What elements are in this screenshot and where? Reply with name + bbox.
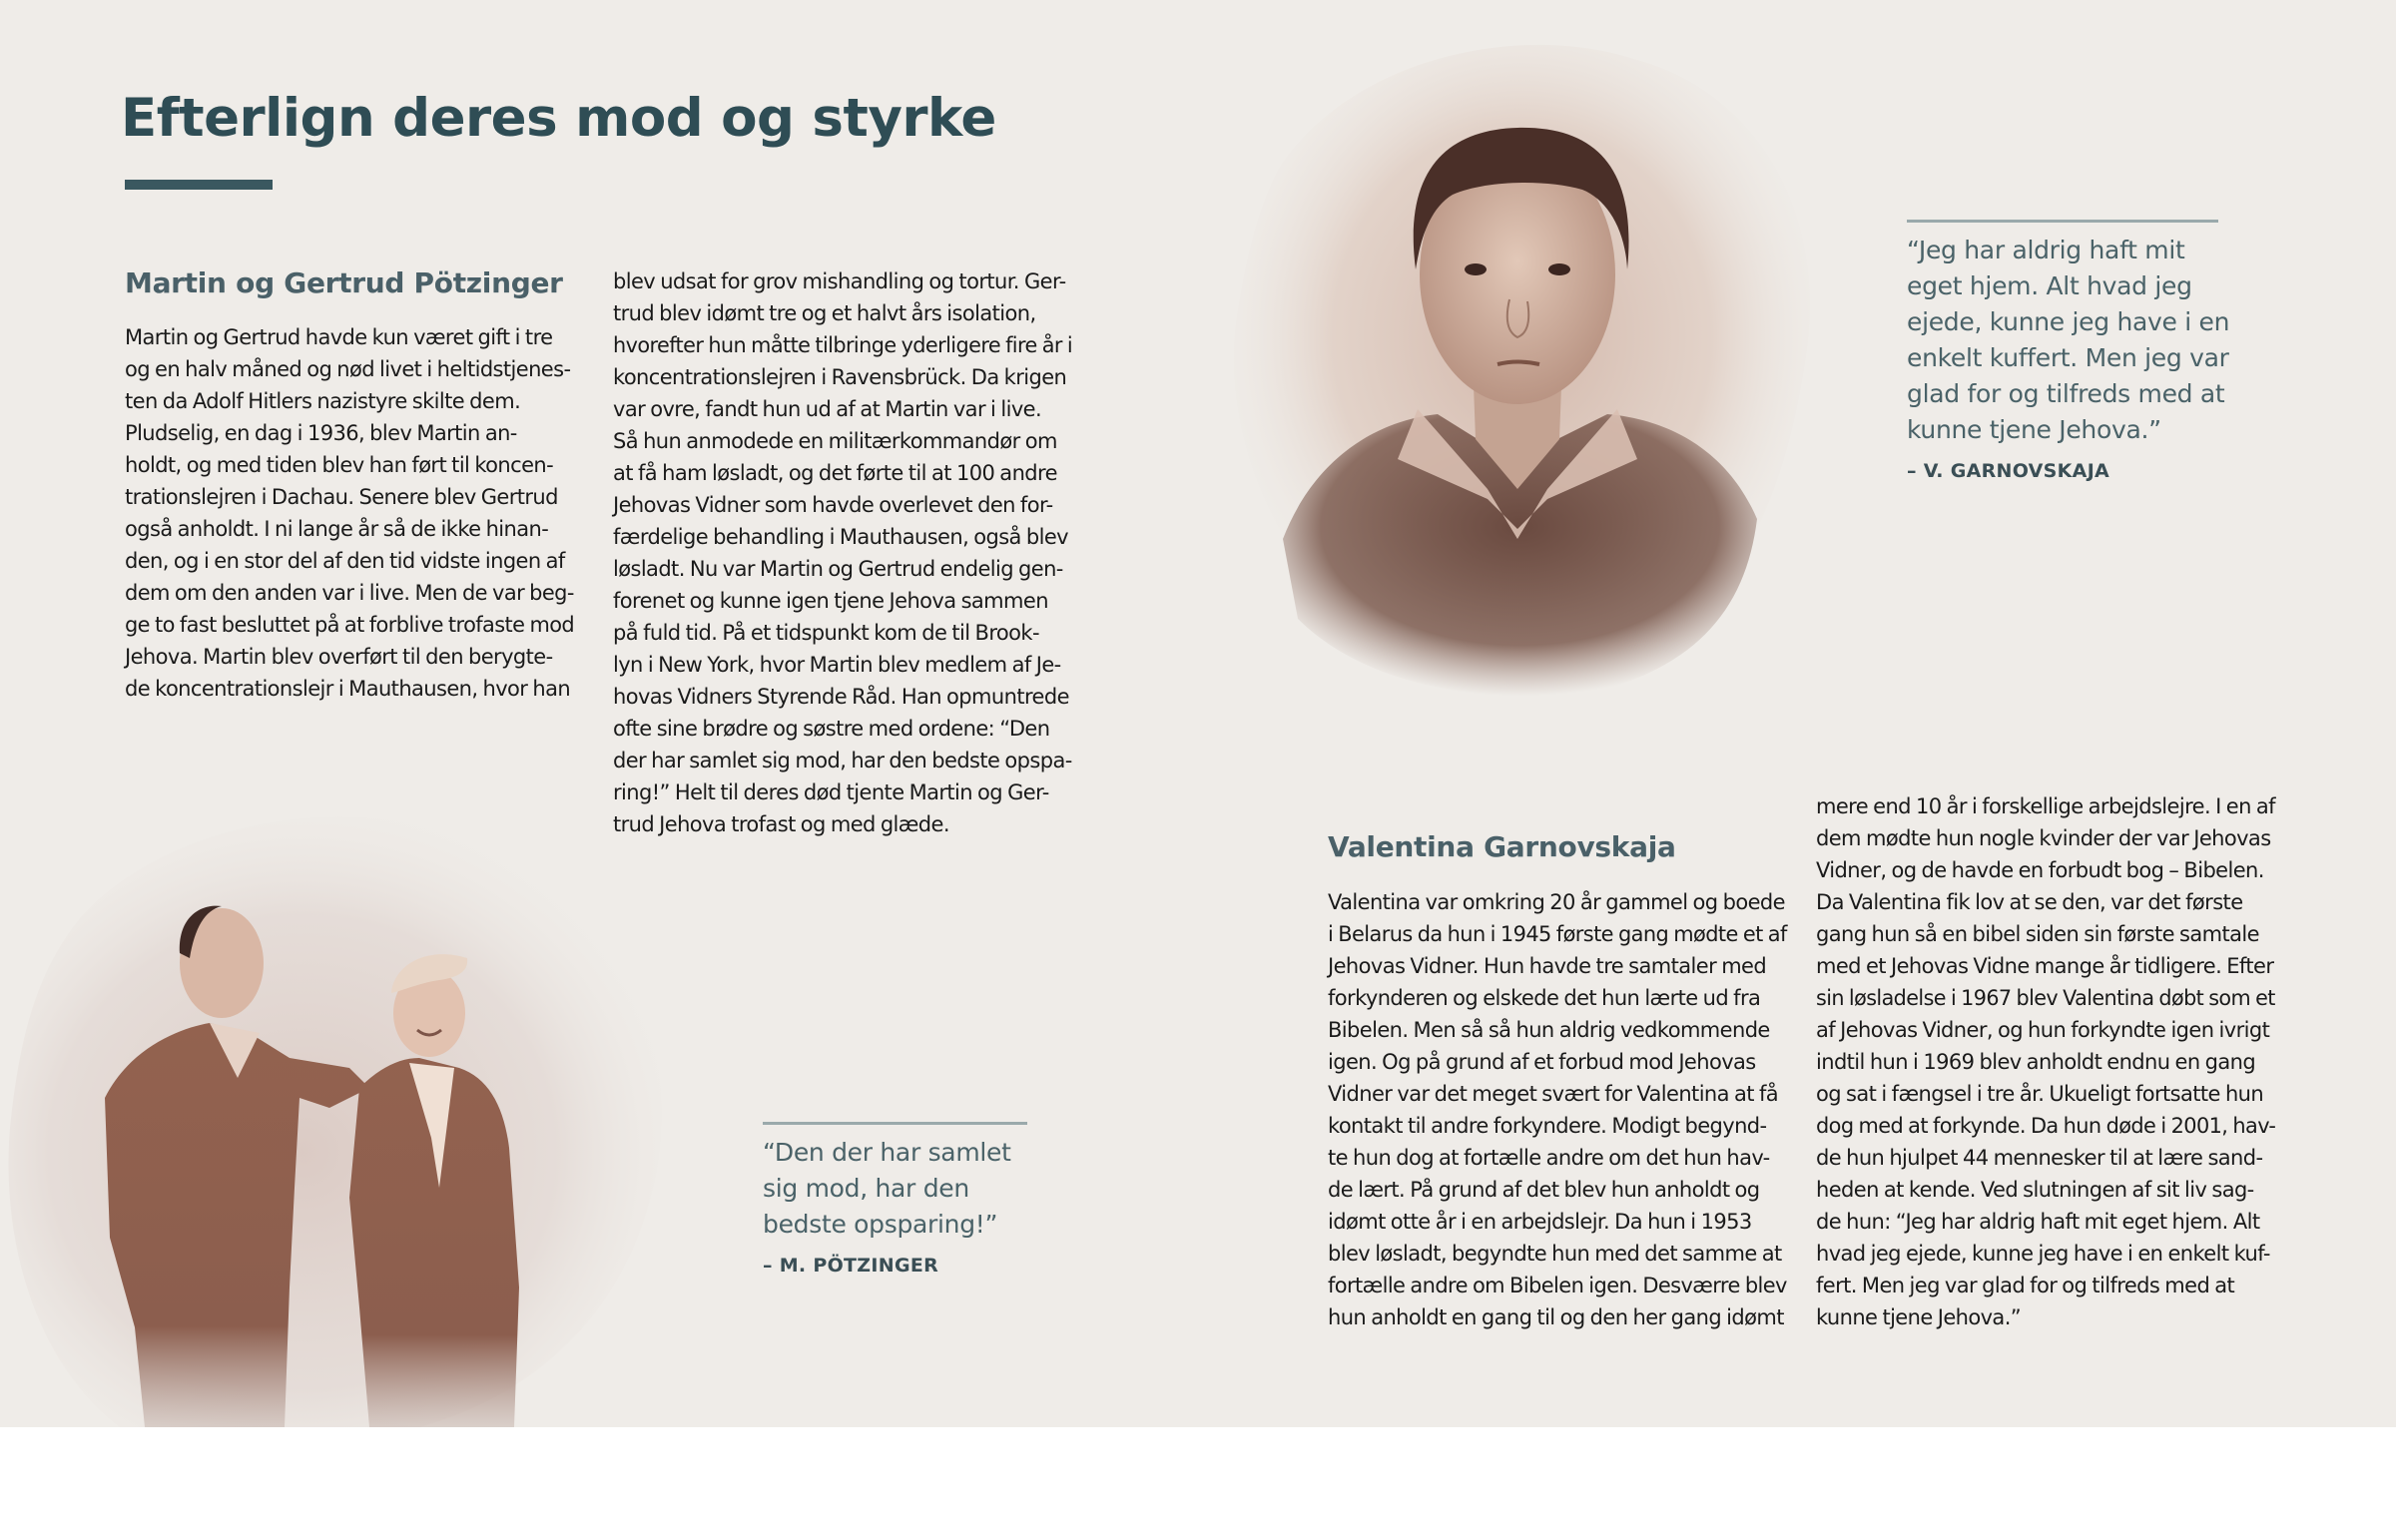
title-accent-bar bbox=[125, 180, 273, 190]
body-line: hun anholdt en gang til og den her gang idømt bbox=[1328, 1305, 1784, 1329]
body-line: på fuld tid. På et tidspunkt kom de til Brook- bbox=[613, 621, 1039, 645]
quote-text bbox=[1907, 233, 2230, 448]
body-line: også anholdt. I ni lange år så de ikke hinan- bbox=[125, 517, 549, 541]
quote-line: glad for og tilfreds med at bbox=[1907, 379, 2225, 408]
garnovskaja-body-col2 bbox=[1816, 790, 2275, 1333]
quote-line: enkelt kuffert. Men jeg var bbox=[1907, 343, 2229, 372]
body-line: ten da Adolf Hitlers nazistyre skilte dem. bbox=[125, 389, 521, 413]
body-line: Så hun anmodede en militærkommandør om bbox=[613, 429, 1057, 453]
potzinger-pull-quote bbox=[763, 1122, 1027, 1277]
body-line: hovas Vidners Styrende Råd. Han opmuntrede bbox=[613, 685, 1069, 709]
body-line: og en halv måned og nød livet i heltidstjenes- bbox=[125, 357, 571, 381]
body-line: igen. Og på grund af et forbud mod Jehovas bbox=[1328, 1050, 1756, 1074]
body-line: idømt otte år i en arbejdslejr. Da hun i 1953 bbox=[1328, 1210, 1752, 1234]
body-line: trationslejren i Dachau. Senere blev Gertrud bbox=[125, 485, 558, 509]
quote-line: “Den der har samlet bbox=[763, 1138, 1011, 1167]
body-line: hvorefter hun måtte tilbringe yderligere fire år i bbox=[613, 333, 1073, 357]
quote-line: ejede, kunne jeg have i en bbox=[1907, 307, 2230, 336]
body-line: ofte sine brødre og søstre med ordene: “Den bbox=[613, 717, 1050, 741]
body-line: de hun hjulpet 44 mennesker til at lære sand- bbox=[1816, 1146, 2263, 1170]
body-line: forkynderen og elskede det hun lærte ud fra bbox=[1328, 986, 1761, 1010]
quote-attribution: – M. PÖTZINGER bbox=[763, 1255, 939, 1277]
body-line: Jehova. Martin blev overført til den berygte- bbox=[125, 645, 553, 669]
body-line: med et Jehovas Vidne mange år tidligere. Efter bbox=[1816, 954, 2274, 978]
body-line: kontakt til andre forkyndere. Modigt begynd- bbox=[1328, 1114, 1767, 1138]
body-line: dem mødte hun nogle kvinder der var Jehovas bbox=[1816, 826, 2271, 850]
quote-line: “Jeg har aldrig haft mit bbox=[1907, 236, 2185, 264]
body-line: mere end 10 år i forskellige arbejdslejre. I en af bbox=[1816, 794, 2275, 818]
body-line: te hun dog at fortælle andre om det hun hav- bbox=[1328, 1146, 1770, 1170]
quote-attribution: – V. GARNOVSKAJA bbox=[1907, 460, 2110, 482]
body-line: fert. Men jeg var glad for og tilfreds med at bbox=[1816, 1274, 2235, 1297]
body-line: den, og i en stor del af den tid vidste ingen af bbox=[125, 549, 565, 573]
body-line: gang hun så en bibel siden sin første samtale bbox=[1816, 922, 2259, 946]
body-line: Valentina var omkring 20 år gammel og boede bbox=[1328, 890, 1785, 914]
potzinger-body-col2 bbox=[613, 265, 1072, 840]
valentina-portrait-image bbox=[1188, 20, 1867, 719]
garnovskaja-heading: Valentina Garnovskaja bbox=[1328, 830, 1676, 863]
garnovskaja-pull-quote bbox=[1907, 220, 2230, 482]
body-line: i Belarus da hun i 1945 første gang mødte et af bbox=[1328, 922, 1787, 946]
body-line: ring!” Helt til deres død tjente Martin og Ger- bbox=[613, 780, 1049, 804]
body-line: blev udsat for grov mishandling og tortur. Ger- bbox=[613, 269, 1066, 293]
quote-line: kunne tjene Jehova.” bbox=[1907, 415, 2161, 444]
quote-rule bbox=[1907, 220, 2218, 223]
body-line: indtil hun i 1969 blev anholdt endnu en gang bbox=[1816, 1050, 2256, 1074]
body-line: koncentrationslejren i Ravensbrück. Da krigen bbox=[613, 365, 1067, 389]
body-line: hvad jeg ejede, kunne jeg have i en enkelt kuf- bbox=[1816, 1242, 2270, 1266]
body-line: dog med at forkynde. Da hun døde i 2001, hav- bbox=[1816, 1114, 2276, 1138]
quote-text bbox=[763, 1135, 1027, 1243]
body-line: og sat i fængsel i tre år. Ukueligt fortsatte hun bbox=[1816, 1082, 2264, 1106]
body-line: dem om den anden var i live. Men de var beg- bbox=[125, 581, 574, 605]
body-line: trud Jehova trofast og med glæde. bbox=[613, 812, 949, 836]
page-title: Efterlign deres mod og styrke bbox=[121, 88, 996, 149]
body-line: ge to fast besluttet på at forblive trofaste mod bbox=[125, 613, 575, 637]
body-line: at få ham løsladt, og det førte til at 100 andre bbox=[613, 461, 1057, 485]
body-line: af Jehovas Vidner, og hun forkyndte igen ivrigt bbox=[1816, 1018, 2270, 1042]
body-line: Vidner, og de havde en forbudt bog – Bibelen. bbox=[1816, 858, 2264, 882]
body-line: de koncentrationslejr i Mauthausen, hvor han bbox=[125, 677, 571, 701]
body-line: Da Valentina fik lov at se den, var det første bbox=[1816, 890, 2243, 914]
body-line: Jehovas Vidner. Hun havde tre samtaler med bbox=[1328, 954, 1767, 978]
potzinger-body-col1 bbox=[125, 321, 574, 705]
body-line: Vidner var det meget svært for Valentina at få bbox=[1328, 1082, 1779, 1106]
potzinger-couple-image bbox=[0, 769, 719, 1427]
body-line: blev løsladt, begyndte hun med det samme at bbox=[1328, 1242, 1782, 1266]
body-line: forenet og kunne igen tjene Jehova sammen bbox=[613, 589, 1048, 613]
quote-line: bedste opsparing!” bbox=[763, 1210, 998, 1239]
quote-line: eget hjem. Alt hvad jeg bbox=[1907, 271, 2192, 300]
body-line: trud blev idømt tre og et halvt års isolation, bbox=[613, 301, 1036, 325]
body-line: var ovre, fandt hun ud af at Martin var i live. bbox=[613, 397, 1042, 421]
body-line: løsladt. Nu var Martin og Gertrud endelig gen- bbox=[613, 557, 1063, 581]
body-line: de hun: “Jeg har aldrig haft mit eget hjem. Alt bbox=[1816, 1210, 2260, 1234]
body-line: fortælle andre om Bibelen igen. Desværre blev bbox=[1328, 1274, 1787, 1297]
quote-rule bbox=[763, 1122, 1027, 1125]
body-line: der har samlet sig mod, har den bedste opspa- bbox=[613, 749, 1072, 772]
body-line: færdelige behandling i Mauthausen, også blev bbox=[613, 525, 1068, 549]
body-line: sin løsladelse i 1967 blev Valentina døbt som et bbox=[1816, 986, 2275, 1010]
body-line: de lært. På grund af det blev hun anholdt og bbox=[1328, 1178, 1760, 1202]
body-line: holdt, og med tiden blev han ført til koncen- bbox=[125, 453, 554, 477]
body-line: Martin og Gertrud havde kun været gift i tre bbox=[125, 325, 553, 349]
quote-line: sig mod, har den bbox=[763, 1174, 969, 1203]
body-line: Pludselig, en dag i 1936, blev Martin an- bbox=[125, 421, 517, 445]
body-line: Bibelen. Men så så hun aldrig vedkommende bbox=[1328, 1018, 1770, 1042]
body-line: kunne tjene Jehova.” bbox=[1816, 1305, 2022, 1329]
potzinger-heading: Martin og Gertrud Pötzinger bbox=[125, 266, 563, 299]
body-line: Jehovas Vidner som havde overlevet den for- bbox=[613, 493, 1053, 517]
body-line: lyn i New York, hvor Martin blev medlem af Je- bbox=[613, 653, 1061, 677]
garnovskaja-body-col1 bbox=[1328, 886, 1787, 1333]
body-line: heden at kende. Ved slutningen af sit liv sag- bbox=[1816, 1178, 2254, 1202]
